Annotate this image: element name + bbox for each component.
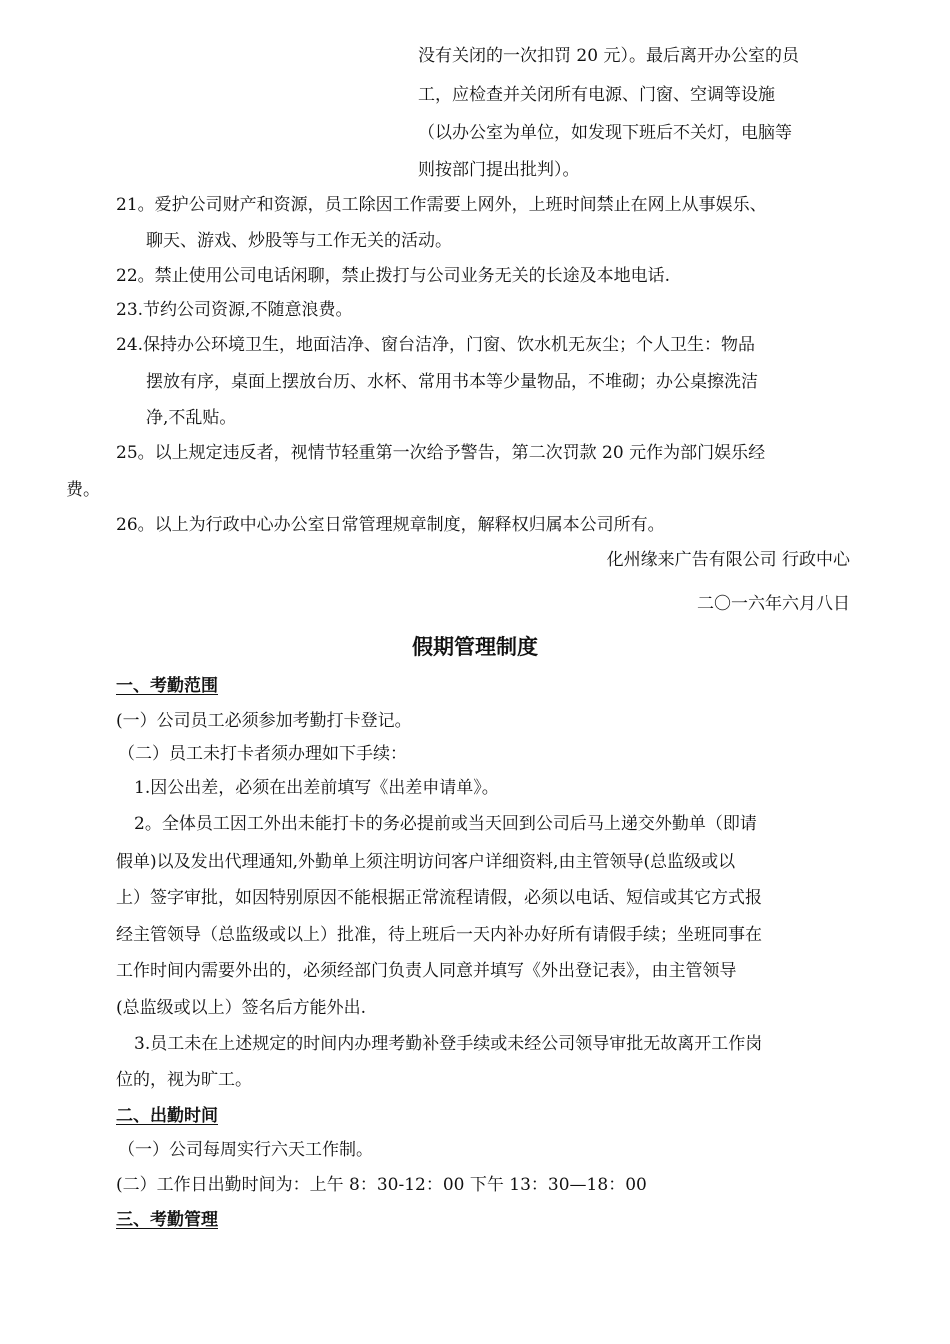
s1-item-2-line-4: 经主管领导（总监级或以上）批准，待上班后一天内补办好所有请假手续；坐班同事在 [116, 925, 762, 945]
s2-paragraph-1: （一）公司每周实行六天工作制。 [118, 1140, 373, 1160]
item25-line-2: 费。 [66, 480, 100, 500]
item24-line-2: 摆放有序，桌面上摆放台历、水杯、常用书本等少量物品，不堆砌；办公桌擦洗洁 [146, 372, 758, 392]
item20-line-2: 工，应检查并关闭所有电源、门窗、空调等设施 [418, 85, 775, 105]
item21-line-2: 聊天、游戏、炒股等与工作无关的活动。 [146, 231, 452, 251]
item20-line-4: 则按部门提出批判）。 [418, 160, 580, 180]
item20-line-3: （以办公室为单位，如发现下班后不关灯，电脑等 [418, 123, 792, 143]
item24-line-3: 净,不乱贴。 [146, 408, 237, 428]
section3-heading: 三、考勤管理 [116, 1210, 218, 1230]
s2-paragraph-2: (二）工作日出勤时间为：上午 8：30-12：00 下午 13：30—18：00 [116, 1175, 647, 1195]
s1-item-3-line-2: 位的，视为旷工。 [116, 1070, 252, 1090]
item26: 26。以上为行政中心办公室日常管理规章制度，解释权归属本公司所有。 [116, 515, 665, 535]
s1-item-2-line-5: 工作时间内需要外出的，必须经部门负责人同意并填写《外出登记表》，由主管领导 [116, 961, 737, 981]
s1-item-2-line-2: 假单)以及发出代理通知,外勤单上须注明访问客户详细资料,由主管领导(总监级或以 [116, 852, 736, 872]
item22: 22。禁止使用公司电话闲聊，禁止拨打与公司业务无关的长途及本地电话. [116, 266, 671, 286]
s1-item-2-line-6: (总监级或以上）签名后方能外出. [116, 998, 367, 1018]
s1-paragraph-1: (一）公司员工必须参加考勤打卡登记。 [116, 711, 412, 731]
signature: 化州缘来广告有限公司 行政中心 [606, 550, 850, 570]
item20-line-1: 没有关闭的一次扣罚 20 元）。最后离开办公室的员 [418, 46, 799, 66]
page-title: 假期管理制度 [412, 635, 538, 659]
s1-paragraph-2: （二）员工未打卡者须办理如下手续： [118, 744, 407, 764]
section1-heading: 一、考勤范围 [116, 676, 218, 696]
section2-heading: 二、出勤时间 [116, 1106, 218, 1126]
s1-item-3-line-1: 3.员工未在上述规定的时间内办理考勤补登手续或未经公司领导审批无故离开工作岗 [134, 1034, 763, 1054]
item25-line-1: 25。以上规定违反者，视情节轻重第一次给予警告，第二次罚款 20 元作为部门娱乐经 [116, 443, 766, 463]
s1-item-1: 1.因公出差，必须在出差前填写《出差申请单》。 [134, 778, 499, 798]
item23: 23.节约公司资源,不随意浪费。 [116, 300, 353, 320]
s1-item-2-line-3: 上）签字审批，如因特别原因不能根据正常流程请假，必须以电话、短信或其它方式报 [116, 888, 762, 908]
item24-line-1: 24.保持办公环境卫生，地面洁净、窗台洁净，门窗、饮水机无灰尘；个人卫生：物品 [116, 335, 756, 355]
item21-line-1: 21。爱护公司财产和资源，员工除因工作需要上网外，上班时间禁止在网上从事娱乐、 [116, 195, 767, 215]
s1-item-2-line-1: 2。全体员工因工外出未能打卡的务必提前或当天回到公司后马上递交外勤单（即请 [134, 814, 757, 834]
date: 二〇一六年六月八日 [697, 594, 850, 614]
